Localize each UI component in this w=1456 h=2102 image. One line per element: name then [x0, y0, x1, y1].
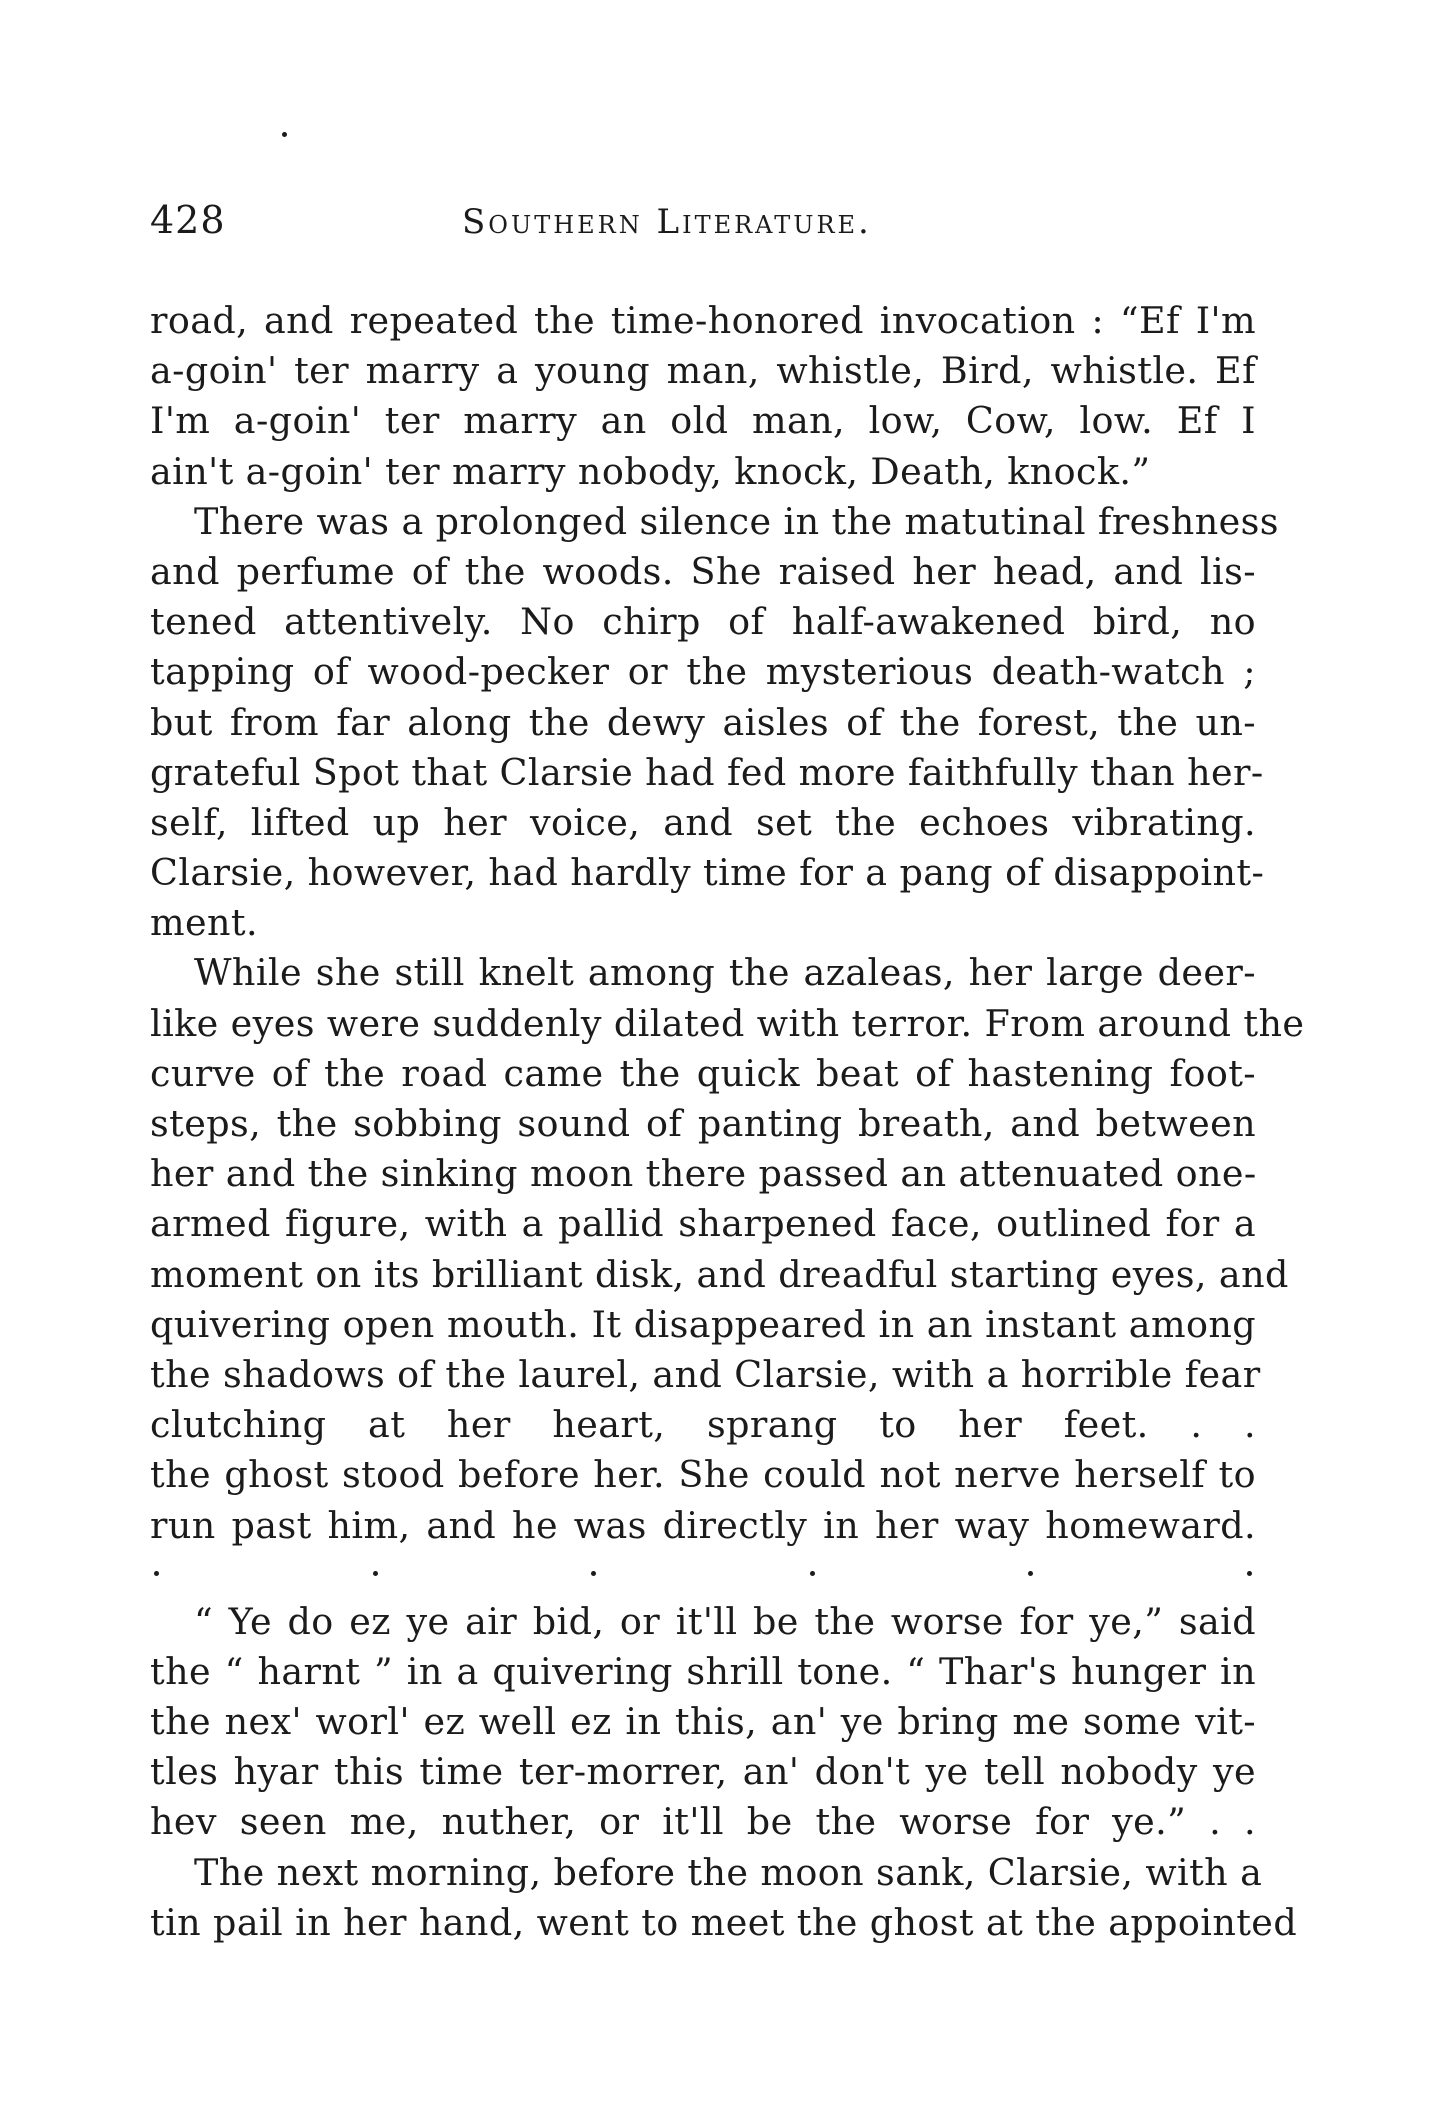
text-line: road, and repeated the time-honored invocation : “Ef I'm — [150, 299, 1256, 342]
page-speck — [282, 132, 287, 137]
text-line: curve of the road came the quick beat of hastening foot- — [150, 1051, 1256, 1095]
body-text — [150, 296, 1305, 1948]
text-line: the ghost stood before her. She could not nerve herself to — [150, 1453, 1256, 1497]
ellipsis-dot — [1247, 1571, 1252, 1576]
text-line: but from far along the dewy aisles of the forest, the un- — [150, 700, 1256, 744]
ellipsis-dot — [1028, 1571, 1033, 1576]
text-line: moment on its brilliant disk, and dreadful starting eyes, and — [150, 1252, 1289, 1296]
text-line: steps, the sobbing sound of panting breath, and between — [150, 1102, 1256, 1145]
text-line: the nex' worl' ez well ez in this, an' ye bring me some vit- — [150, 1700, 1256, 1744]
text-line: her and the sinking moon there passed an attenuated one- — [150, 1152, 1257, 1196]
text-line: grateful Spot that Clarsie had fed more faithfully than her- — [150, 750, 1264, 794]
ellipsis-dot — [373, 1571, 378, 1576]
text-line: self, lifted up her voice, and set the echoes vibrating. — [150, 800, 1256, 844]
text-line: the shadows of the laurel, and Clarsie, with a horrible fear — [150, 1352, 1261, 1396]
text-line: tles hyar this time ter-morrer, an' don't ye tell nobody ye — [150, 1750, 1256, 1794]
text-line: The next morning, before the moon sank, Clarsie, with a — [194, 1850, 1263, 1894]
text-line: Clarsie, however, had hardly time for a pang of disappoint- — [150, 851, 1265, 895]
text-line: clutching at her heart, sprang to her feet. . . — [150, 1403, 1256, 1447]
text-line: “ Ye do ez ye air bid, or it'll be the worse for ye,” said — [194, 1599, 1256, 1643]
text-line: tin pail in her hand, went to meet the ghost at the appointed — [150, 1900, 1298, 1944]
ellipsis-dot — [591, 1571, 596, 1576]
text-line: armed figure, with a pallid sharpened face, outlined for a — [150, 1202, 1256, 1246]
text-line: the “ harnt ” in a quivering shrill tone. “ Thar's hunger in — [150, 1649, 1256, 1693]
text-line: a-goin' ter marry a young man, whistle, Bird, whistle. Ef — [150, 349, 1256, 393]
text-line: and perfume of the woods. She raised her head, and lis- — [150, 549, 1256, 593]
page-number: 428 — [150, 198, 226, 242]
ellipsis-separator — [150, 1551, 1256, 1597]
text-line: tened attentively. No chirp of half-awakened bird, no — [150, 600, 1256, 644]
running-title: Southern Literature. — [462, 202, 872, 242]
text-line: hev seen me, nuther, or it'll be the worse for ye.” . . — [150, 1800, 1256, 1844]
text-line: I'm a-goin' ter marry an old man, low, Cow, low. Ef I — [150, 399, 1256, 443]
text-line: ain't a-goin' ter marry nobody, knock, Death, knock.” — [150, 449, 1151, 493]
text-line: run past him, and he was directly in her way homeward. — [150, 1503, 1256, 1547]
ellipsis-dot — [810, 1571, 815, 1576]
text-line: While she still knelt among the azaleas, her large deer- — [194, 951, 1256, 995]
text-line: tapping of wood-pecker or the mysterious death-watch ; — [150, 650, 1256, 694]
text-line: There was a prolonged silence in the matutinal freshness — [194, 499, 1279, 543]
text-line: quivering open mouth. It disappeared in an instant among — [150, 1302, 1256, 1346]
text-line: ment. — [150, 901, 258, 945]
ellipsis-dot — [154, 1571, 159, 1576]
text-line: like eyes were suddenly dilated with terror. From around the — [150, 1001, 1305, 1045]
running-head — [150, 198, 1260, 258]
